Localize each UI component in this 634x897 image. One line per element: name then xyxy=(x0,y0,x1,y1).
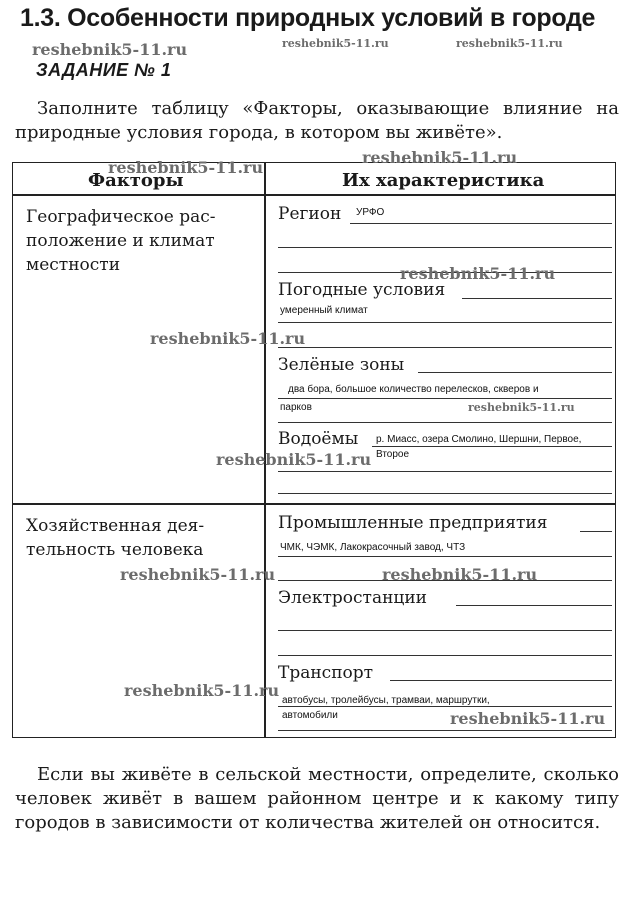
answer-line xyxy=(462,298,612,299)
task-instruction: Заполните таблицу «Факторы, оказывающие влияние на природные условия города, в котором вы живёте». xyxy=(15,98,619,143)
answer-line xyxy=(278,247,612,248)
factor-line: местности xyxy=(26,255,121,275)
region-answer: УРФО xyxy=(356,207,385,218)
column-header-factors: Факторы xyxy=(88,170,184,191)
answer-line xyxy=(372,446,612,447)
transport-answer-2: автомобили xyxy=(282,710,338,721)
transport-answer-1: автобусы, тролейбусы, трамваи, маршрутки, xyxy=(282,695,490,706)
answer-line xyxy=(278,630,612,631)
watermark: reshebnik5-11.ru xyxy=(450,709,606,728)
answer-line xyxy=(418,372,612,373)
answer-line xyxy=(278,422,612,423)
answer-line xyxy=(390,680,612,681)
answer-line xyxy=(278,398,612,399)
answer-line xyxy=(278,322,612,323)
answer-line xyxy=(278,471,612,472)
answer-line xyxy=(350,223,612,224)
transport-label: Транспорт xyxy=(278,663,377,683)
factor-line: положение и климат xyxy=(26,231,215,251)
watermark: reshebnik5-11.ru xyxy=(382,565,538,584)
watermark: reshebnik5-11.ru xyxy=(32,40,188,59)
water-bodies-answer-2: Второе xyxy=(376,449,410,460)
watermark: reshebnik5-11.ru xyxy=(456,37,563,50)
rural-task-text: Если вы живёте в сельской местности, определите, сколько человек живёт в вашем районном центре и к какому типу городов в зависимости от количества жителей он относится. xyxy=(15,764,619,833)
watermark: reshebnik5-11.ru xyxy=(362,148,518,167)
column-header-characteristics: Их характеристика xyxy=(342,170,545,191)
answer-line xyxy=(278,347,612,348)
factor-economic-activity xyxy=(26,514,204,562)
watermark: reshebnik5-11.ru xyxy=(400,264,556,283)
watermark: reshebnik5-11.ru xyxy=(120,565,276,584)
factor-line: Хозяйственная дея- xyxy=(26,516,205,536)
answer-line xyxy=(278,655,612,656)
watermark: reshebnik5-11.ru xyxy=(108,158,264,177)
table-row-divider xyxy=(12,503,616,505)
watermark: reshebnik5-11.ru xyxy=(468,401,575,414)
factor-line: тельность человека xyxy=(26,540,204,560)
industry-answer: ЧМК, ЧЭМК, Лакокрасочный завод, ЧТЗ xyxy=(280,542,466,553)
watermark: reshebnik5-11.ru xyxy=(124,681,280,700)
factor-line: Географическое рас- xyxy=(26,207,216,227)
section-title: 1.3. Особенности природных условий в городе xyxy=(20,4,596,32)
watermark: reshebnik5-11.ru xyxy=(150,329,306,348)
answer-line xyxy=(278,556,612,557)
weather-answer: умеренный климат xyxy=(280,305,368,316)
answer-line xyxy=(580,531,612,532)
green-zones-answer-1: два бора, большое количество перелесков, скверов и xyxy=(288,384,539,395)
industry-label: Промышленные предприятия xyxy=(278,513,552,533)
answer-line xyxy=(278,730,612,731)
water-bodies-answer-1: р. Миасс, озера Смолино, Шершни, Первое, xyxy=(376,434,582,445)
answer-line xyxy=(278,706,612,707)
green-zones-label: Зелёные зоны xyxy=(278,355,408,375)
answer-line xyxy=(278,493,612,494)
weather-label: Погодные условия xyxy=(278,280,449,300)
watermark: reshebnik5-11.ru xyxy=(282,37,389,50)
factor-geography xyxy=(26,205,216,277)
task-label: ЗАДАНИЕ № 1 xyxy=(36,60,172,80)
answer-line xyxy=(456,605,612,606)
power-stations-label: Электростанции xyxy=(278,588,431,608)
water-bodies-label: Водоёмы xyxy=(278,429,362,449)
watermark: reshebnik5-11.ru xyxy=(216,450,372,469)
green-zones-answer-2: парков xyxy=(280,402,312,413)
table-header-divider xyxy=(12,194,616,196)
region-label: Регион xyxy=(278,204,345,224)
